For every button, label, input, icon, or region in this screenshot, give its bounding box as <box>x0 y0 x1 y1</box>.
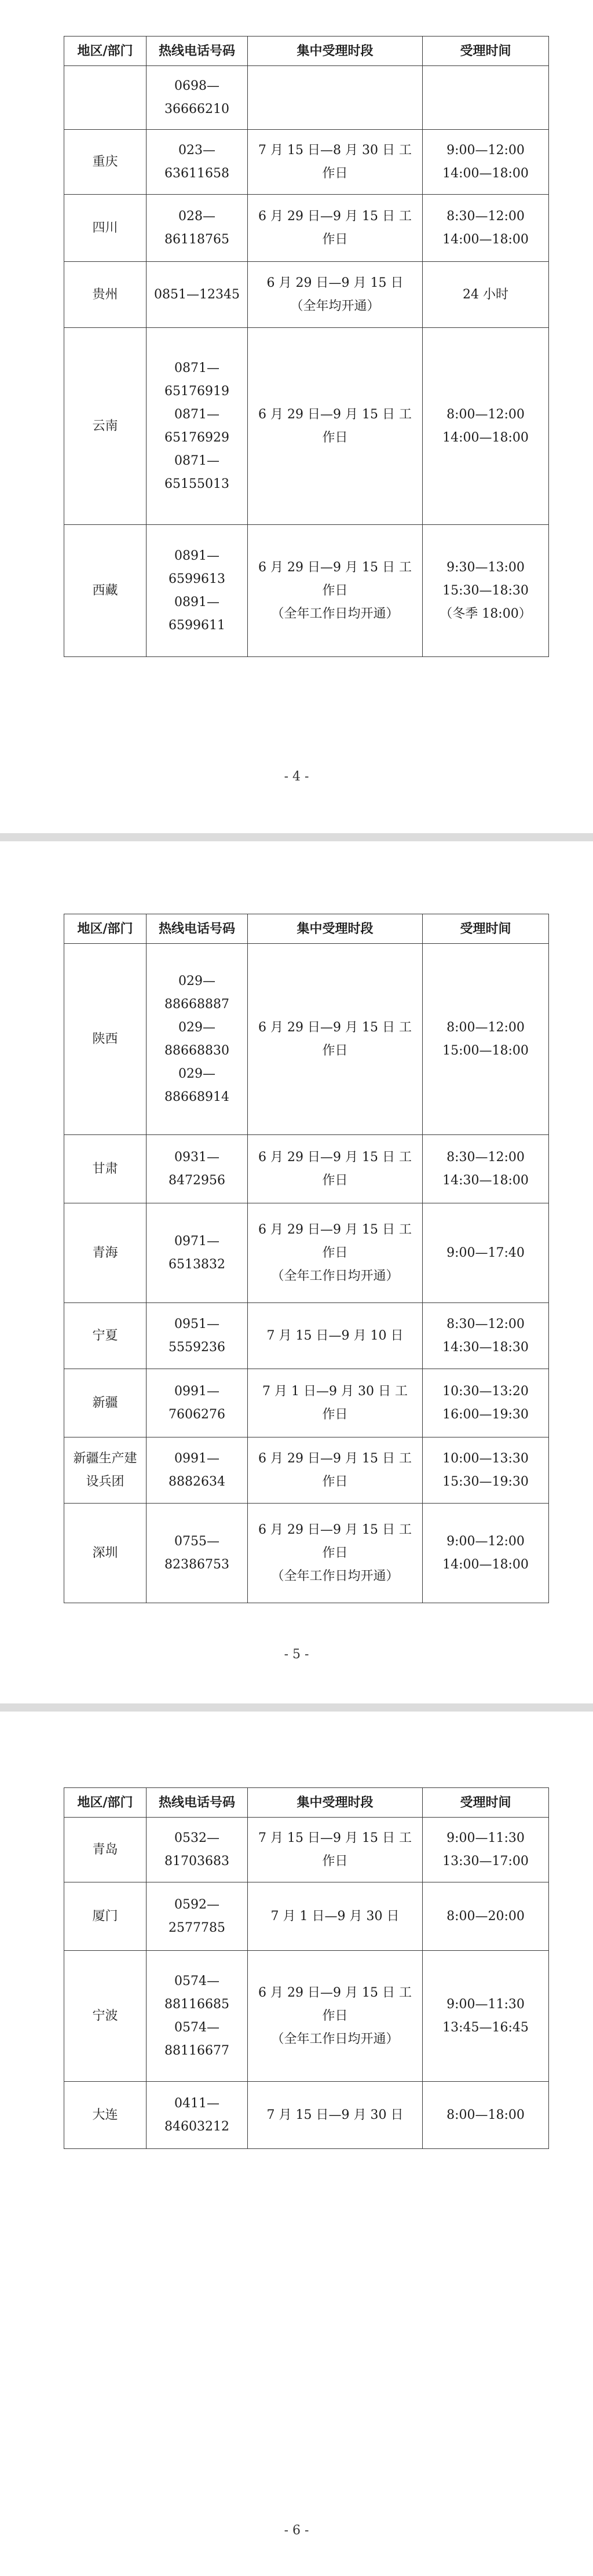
hours-line: 14:30—18:30 <box>442 1340 529 1355</box>
phone-line: 029— <box>178 1020 215 1035</box>
hours-line: 14:00—18:00 <box>442 232 529 247</box>
hours-line: 9:00—17:40 <box>446 1245 525 1260</box>
phone-line: 0851—12345 <box>154 287 240 302</box>
period-line: 作日 <box>322 166 348 181</box>
phone-cell <box>147 525 248 657</box>
table-row <box>64 1951 549 2082</box>
phone-line: 82386753 <box>164 1557 229 1572</box>
hours-line: 8:30—12:00 <box>446 1150 525 1165</box>
hours-line: 8:00—12:00 <box>446 407 525 422</box>
phone-line: 6513832 <box>169 1257 225 1272</box>
phone-cell <box>147 1369 248 1437</box>
phone-line: 028— <box>178 209 215 224</box>
table-row <box>64 1882 549 1951</box>
hours-cell <box>423 262 549 328</box>
header-period: 集中受理时段 <box>248 1788 423 1818</box>
table-row <box>64 1818 549 1882</box>
region-cell: 甘肃 <box>64 1135 147 1203</box>
hotline-table-page-6 <box>64 1787 549 2149</box>
phone-line: 88668887 <box>164 997 229 1012</box>
region-cell: 云南 <box>64 328 147 525</box>
header-hours: 受理时间 <box>423 914 549 944</box>
hours-line: 15:00—18:00 <box>442 1043 529 1058</box>
phone-line: 2577785 <box>169 1920 225 1935</box>
hours-line: 10:00—13:30 <box>442 1451 529 1466</box>
period-line: 6 月 29 日—9 月 15 日 工 <box>258 209 412 224</box>
phone-cell <box>147 262 248 328</box>
period-line: 作日 <box>322 1474 348 1489</box>
hours-cell <box>423 525 549 657</box>
period-cell <box>248 525 423 657</box>
phone-line: 0755— <box>174 1534 219 1549</box>
header-hours: 受理时间 <box>423 37 549 66</box>
hours-cell <box>423 1951 549 2082</box>
period-line: 6 月 29 日—9 月 15 日 工 <box>258 1222 412 1237</box>
table-row <box>64 1303 549 1369</box>
region-cell: 新疆 <box>64 1369 147 1437</box>
hours-cell <box>423 1369 549 1437</box>
period-line: 6 月 29 日—9 月 15 日 <box>266 275 404 290</box>
hours-line: 8:00—20:00 <box>446 1909 525 1924</box>
phone-line: 0574— <box>174 2020 219 2035</box>
phone-line: 029— <box>178 973 215 988</box>
period-line: 7 月 15 日—9 月 15 日 工 <box>258 1830 412 1845</box>
page-number: - 6 - <box>284 2523 309 2538</box>
header-phone: 热线电话号码 <box>147 914 248 944</box>
hours-line: 9:00—11:30 <box>446 1830 525 1845</box>
hours-cell <box>423 66 549 130</box>
phone-line: 0991— <box>174 1384 219 1399</box>
table-row <box>64 130 549 195</box>
table-row <box>64 1203 549 1303</box>
phone-line: 88668914 <box>164 1089 229 1104</box>
period-line: 作日 <box>322 1853 348 1869</box>
phone-line: 88116677 <box>164 2043 229 2058</box>
region-cell: 深圳 <box>64 1504 147 1603</box>
phone-line: 84603212 <box>164 2119 229 2134</box>
period-line: 7 月 15 日—9 月 10 日 <box>266 1328 404 1343</box>
hours-line: 9:00—11:30 <box>446 1997 525 2012</box>
hours-line: 8:00—18:00 <box>446 2107 525 2122</box>
header-region: 地区/部门 <box>64 1788 147 1818</box>
table-row <box>64 328 549 525</box>
phone-line: 86118765 <box>164 232 229 247</box>
table-row <box>64 2082 549 2149</box>
period-line: 6 月 29 日—9 月 15 日 工 <box>258 1451 412 1466</box>
table-header <box>64 1788 549 1818</box>
table-row <box>64 1135 549 1203</box>
table-row <box>64 1437 549 1504</box>
phone-line: 0574— <box>174 1973 219 1988</box>
phone-cell <box>147 66 248 130</box>
region-cell: 厦门 <box>64 1882 147 1951</box>
period-line: 7 月 1 日—9 月 30 日 <box>270 1909 400 1924</box>
phone-cell <box>147 1135 248 1203</box>
hours-cell <box>423 1135 549 1203</box>
hours-cell <box>423 328 549 525</box>
phone-line: 65176929 <box>164 430 229 445</box>
period-cell <box>248 944 423 1135</box>
phone-line: 7606276 <box>169 1407 225 1422</box>
period-cell <box>248 1504 423 1603</box>
period-cell <box>248 262 423 328</box>
hours-cell <box>423 1303 549 1369</box>
period-cell <box>248 1437 423 1504</box>
hours-line: 8:00—12:00 <box>446 1020 525 1035</box>
header-hours: 受理时间 <box>423 1788 549 1818</box>
phone-cell <box>147 1203 248 1303</box>
period-cell <box>248 1203 423 1303</box>
period-line: 6 月 29 日—9 月 15 日 工 <box>258 1522 412 1537</box>
period-cell <box>248 1818 423 1882</box>
phone-line: 0971— <box>174 1234 219 1249</box>
period-line: 6 月 29 日—9 月 15 日 工 <box>258 1020 412 1035</box>
page-separator <box>0 833 593 841</box>
phone-line: 0592— <box>174 1897 219 1912</box>
period-cell <box>248 195 423 262</box>
phone-line: 0891— <box>174 594 219 610</box>
period-cell <box>248 1135 423 1203</box>
phone-line: 023— <box>178 143 215 158</box>
region-cell: 青岛 <box>64 1818 147 1882</box>
header-phone: 热线电话号码 <box>147 37 248 66</box>
phone-line: 63611658 <box>164 166 229 181</box>
region-cell: 大连 <box>64 2082 147 2149</box>
region-cell: 青海 <box>64 1203 147 1303</box>
period-line: （全年工作日均开通） <box>271 606 399 621</box>
period-cell <box>248 130 423 195</box>
hours-cell <box>423 130 549 195</box>
period-line: 6 月 29 日—9 月 15 日 工 <box>258 1150 412 1165</box>
table-header <box>64 37 549 66</box>
period-line: （全年工作日均开通） <box>271 2031 399 2046</box>
period-line: 7 月 1 日—9 月 30 日 工 <box>262 1384 408 1399</box>
phone-cell <box>147 328 248 525</box>
phone-line: 0871— <box>174 453 219 468</box>
hours-cell <box>423 1437 549 1504</box>
hours-cell <box>423 1818 549 1882</box>
phone-cell <box>147 944 248 1135</box>
region-cell: 新疆生产建设兵团 <box>64 1437 147 1504</box>
phone-cell <box>147 1504 248 1603</box>
region-cell <box>64 66 147 130</box>
period-cell <box>248 66 423 130</box>
phone-line: 65176919 <box>164 384 229 399</box>
period-line: 作日 <box>322 1407 348 1422</box>
phone-cell <box>147 1818 248 1882</box>
period-cell <box>248 1303 423 1369</box>
period-line: （全年工作日均开通） <box>271 1268 399 1283</box>
period-line: 7 月 15 日—9 月 30 日 <box>266 2107 404 2122</box>
region-cell: 西藏 <box>64 525 147 657</box>
hours-cell <box>423 2082 549 2149</box>
region-cell: 宁夏 <box>64 1303 147 1369</box>
hours-line: 13:45—16:45 <box>442 2020 529 2035</box>
phone-line: 88668830 <box>164 1043 229 1058</box>
hours-line: 8:30—12:00 <box>446 209 525 224</box>
hours-line: 14:30—18:00 <box>442 1173 529 1188</box>
hours-line: 13:30—17:00 <box>442 1853 529 1869</box>
period-line: 作日 <box>322 1043 348 1058</box>
region-cell: 重庆 <box>64 130 147 195</box>
hours-cell <box>423 1882 549 1951</box>
period-line: 7 月 15 日—8 月 30 日 工 <box>258 143 412 158</box>
period-line: 作日 <box>322 430 348 445</box>
phone-line: 0532— <box>174 1830 219 1845</box>
hours-cell <box>423 1203 549 1303</box>
phone-line: 029— <box>178 1066 215 1081</box>
table-row <box>64 195 549 262</box>
period-cell <box>248 328 423 525</box>
phone-line: 65155013 <box>164 476 229 491</box>
hours-line: 10:30—13:20 <box>442 1384 529 1399</box>
period-line: 作日 <box>322 1173 348 1188</box>
period-line: 6 月 29 日—9 月 15 日 工 <box>258 407 412 422</box>
table-row <box>64 262 549 328</box>
table-header <box>64 914 549 944</box>
hours-line: 15:30—19:30 <box>442 1474 529 1489</box>
page-number: - 5 - <box>284 1647 309 1662</box>
hours-line: 14:00—18:00 <box>442 430 529 445</box>
period-cell <box>248 1951 423 2082</box>
phone-cell <box>147 1882 248 1951</box>
period-line: 作日 <box>322 583 348 598</box>
hours-line: 15:30—18:30 <box>442 583 529 598</box>
page-separator <box>0 1703 593 1712</box>
phone-line: 81703683 <box>164 1853 229 1869</box>
phone-cell <box>147 195 248 262</box>
hours-line: 9:00—12:00 <box>446 143 525 158</box>
phone-line: 0991— <box>174 1451 219 1466</box>
phone-line: 0411— <box>174 2096 219 2111</box>
table-row <box>64 944 549 1135</box>
hours-line: （冬季 18:00） <box>440 606 532 621</box>
phone-line: 0931— <box>174 1150 219 1165</box>
phone-cell <box>147 2082 248 2149</box>
phone-line: 8472956 <box>169 1173 225 1188</box>
region-cell: 四川 <box>64 195 147 262</box>
region-cell: 贵州 <box>64 262 147 328</box>
phone-line: 36666210 <box>164 101 229 116</box>
period-line: 作日 <box>322 232 348 247</box>
hours-line: 8:30—12:00 <box>446 1316 525 1331</box>
phone-line: 0951— <box>174 1316 219 1331</box>
region-cell: 陕西 <box>64 944 147 1135</box>
hotline-table-page-5 <box>64 914 549 1603</box>
phone-line: 6599611 <box>169 618 225 633</box>
hours-line: 9:00—12:00 <box>446 1534 525 1549</box>
phone-line: 6599613 <box>169 571 225 586</box>
phone-line: 0871— <box>174 407 219 422</box>
header-period: 集中受理时段 <box>248 37 423 66</box>
period-line: （全年工作日均开通） <box>271 1568 399 1583</box>
hours-line: 14:00—18:00 <box>442 1557 529 1572</box>
header-phone: 热线电话号码 <box>147 1788 248 1818</box>
phone-cell <box>147 1951 248 2082</box>
period-cell <box>248 2082 423 2149</box>
region-cell: 宁波 <box>64 1951 147 2082</box>
period-line: （全年均开通） <box>290 298 380 313</box>
phone-line: 0891— <box>174 548 219 563</box>
header-region: 地区/部门 <box>64 37 147 66</box>
phone-cell <box>147 1303 248 1369</box>
table-row <box>64 66 549 130</box>
phone-line: 0871— <box>174 360 219 375</box>
period-cell <box>248 1882 423 1951</box>
table-row <box>64 1504 549 1603</box>
table-row <box>64 1369 549 1437</box>
hotline-table-page-4 <box>64 36 549 657</box>
header-region: 地区/部门 <box>64 914 147 944</box>
phone-cell <box>147 130 248 195</box>
hours-line: 16:00—19:30 <box>442 1407 529 1422</box>
hours-line: 9:30—13:00 <box>446 560 525 575</box>
phone-line: 8882634 <box>169 1474 225 1489</box>
period-line: 作日 <box>322 2008 348 2023</box>
period-line: 6 月 29 日—9 月 15 日 工 <box>258 1985 412 2000</box>
hours-line: 24 小时 <box>463 287 508 302</box>
period-line: 6 月 29 日—9 月 15 日 工 <box>258 560 412 575</box>
phone-line: 5559236 <box>169 1340 225 1355</box>
period-line: 作日 <box>322 1245 348 1260</box>
period-cell <box>248 1369 423 1437</box>
phone-line: 88116685 <box>164 1997 229 2012</box>
phone-cell <box>147 1437 248 1504</box>
hours-cell <box>423 944 549 1135</box>
phone-line: 0698— <box>174 78 219 93</box>
page-number: - 4 - <box>284 769 309 784</box>
header-period: 集中受理时段 <box>248 914 423 944</box>
hours-line: 14:00—18:00 <box>442 166 529 181</box>
hours-cell <box>423 1504 549 1603</box>
hours-cell <box>423 195 549 262</box>
table-row <box>64 525 549 657</box>
period-line: 作日 <box>322 1545 348 1560</box>
